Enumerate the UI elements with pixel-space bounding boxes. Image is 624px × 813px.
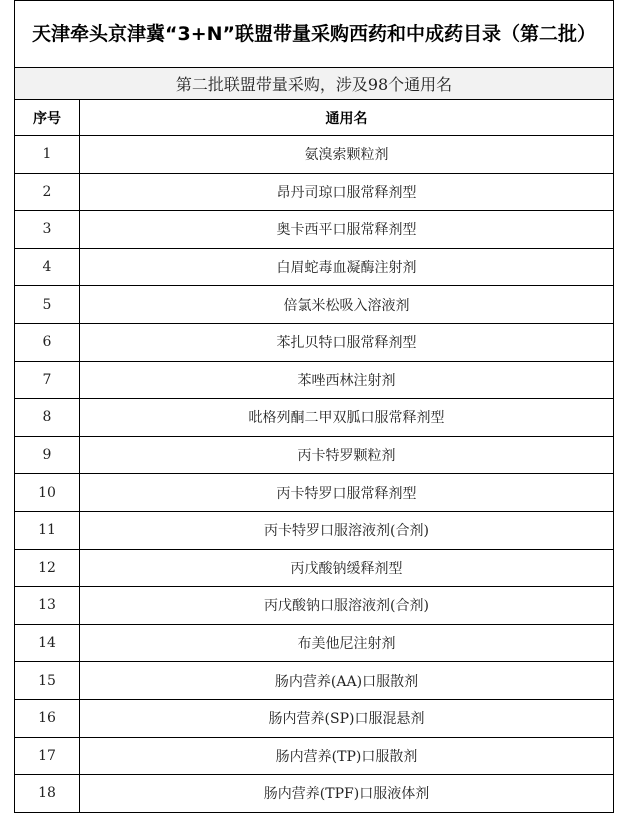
row-index-cell: 7	[15, 361, 80, 399]
table-row	[15, 511, 614, 549]
row-index-cell: 3	[15, 211, 80, 249]
row-name-cell: 白眉蛇毒血凝酶注射剂	[80, 248, 614, 286]
row-name-cell: 丙卡特罗口服溶液剂(合剂)	[80, 511, 614, 549]
header-row	[15, 100, 614, 136]
row-name-cell: 肠内营养(TP)口服散剂	[80, 737, 614, 775]
row-name-cell: 丙戊酸钠缓释剂型	[80, 549, 614, 587]
row-name-cell: 丙戊酸钠口服溶液剂(合剂)	[80, 587, 614, 625]
table-row	[15, 662, 614, 700]
row-index-cell: 12	[15, 549, 80, 587]
row-index-cell: 17	[15, 737, 80, 775]
row-index-cell: 10	[15, 474, 80, 512]
title-row	[15, 1, 614, 68]
subtitle-row	[15, 68, 614, 100]
table-row	[15, 737, 614, 775]
table-row	[15, 248, 614, 286]
drug-list-table	[14, 0, 614, 813]
table-title: 天津牵头京津冀“3+N”联盟带量采购西药和中成药目录（第二批）	[15, 1, 614, 68]
row-name-cell: 苯唑西林注射剂	[80, 361, 614, 399]
row-name-cell: 吡格列酮二甲双胍口服常释剂型	[80, 399, 614, 437]
row-name-cell: 肠内营养(SP)口服混悬剂	[80, 699, 614, 737]
row-index-cell: 1	[15, 136, 80, 174]
table-row	[15, 549, 614, 587]
table-row	[15, 436, 614, 474]
table-row	[15, 624, 614, 662]
row-index-cell: 4	[15, 248, 80, 286]
table-row	[15, 399, 614, 437]
row-name-cell: 倍氯米松吸入溶液剂	[80, 286, 614, 324]
row-index-cell: 16	[15, 699, 80, 737]
drug-list-sheet	[14, 0, 613, 813]
table-row	[15, 699, 614, 737]
table-subtitle: 第二批联盟带量采购，涉及98个通用名	[15, 68, 614, 100]
column-header-index: 序号	[15, 100, 80, 136]
table-row	[15, 286, 614, 324]
row-name-cell: 肠内营养(TPF)口服液体剂	[80, 775, 614, 813]
row-name-cell: 肠内营养(AA)口服散剂	[80, 662, 614, 700]
row-index-cell: 9	[15, 436, 80, 474]
row-index-cell: 15	[15, 662, 80, 700]
row-index-cell: 11	[15, 511, 80, 549]
row-name-cell: 氨溴索颗粒剂	[80, 136, 614, 174]
row-name-cell: 丙卡特罗颗粒剂	[80, 436, 614, 474]
table-row	[15, 361, 614, 399]
row-name-cell: 奥卡西平口服常释剂型	[80, 211, 614, 249]
table-row	[15, 173, 614, 211]
row-name-cell: 布美他尼注射剂	[80, 624, 614, 662]
row-index-cell: 6	[15, 323, 80, 361]
column-header-name: 通用名	[80, 100, 614, 136]
row-name-cell: 丙卡特罗口服常释剂型	[80, 474, 614, 512]
table-row	[15, 474, 614, 512]
row-name-cell: 苯扎贝特口服常释剂型	[80, 323, 614, 361]
row-index-cell: 14	[15, 624, 80, 662]
row-index-cell: 8	[15, 399, 80, 437]
row-index-cell: 13	[15, 587, 80, 625]
table-row	[15, 775, 614, 813]
row-index-cell: 18	[15, 775, 80, 813]
table-row	[15, 211, 614, 249]
row-index-cell: 5	[15, 286, 80, 324]
table-row	[15, 136, 614, 174]
table-row	[15, 587, 614, 625]
row-index-cell: 2	[15, 173, 80, 211]
row-name-cell: 昂丹司琼口服常释剂型	[80, 173, 614, 211]
table-row	[15, 323, 614, 361]
